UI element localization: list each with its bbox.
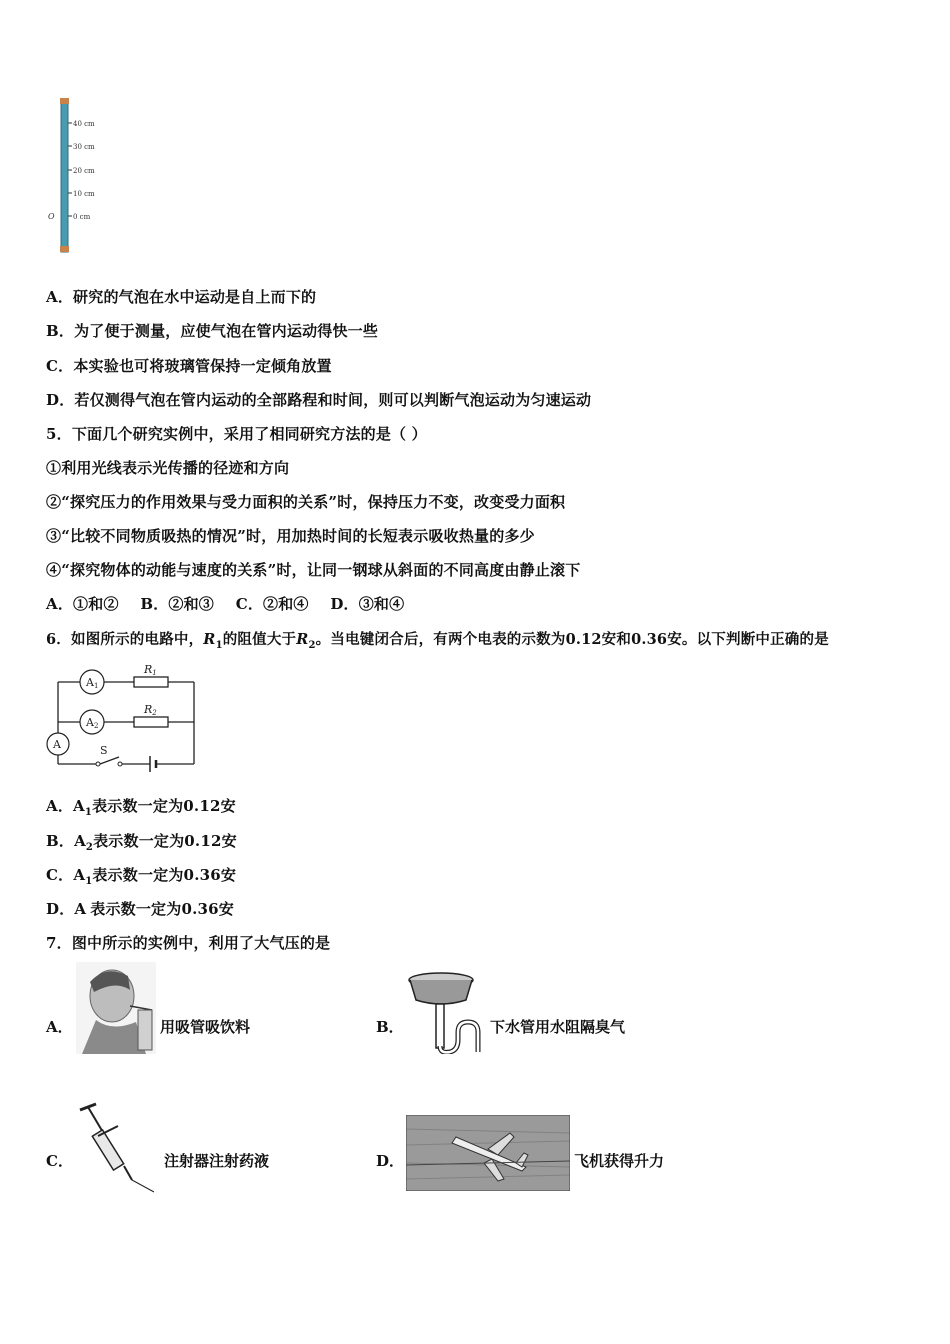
circuit-diagram: [44, 660, 204, 775]
q6-option-b-sub: 2: [85, 842, 94, 853]
syringe-figure: [74, 1100, 160, 1194]
q6-stem: [46, 628, 829, 651]
straw-drinking-drawing: [76, 962, 156, 1054]
circuit-drawing: [44, 660, 204, 775]
q6-stem-mid: 的阻值大于: [222, 631, 297, 648]
airplane-figure: [406, 1115, 570, 1191]
circuit-r2-sub: 2: [152, 709, 157, 717]
q5-item-1: ①利用光线表示光传播的径迹和方向: [46, 459, 290, 477]
circuit-a1-sub: 1: [93, 682, 99, 690]
q6-option-b-pre: B．A: [46, 832, 86, 850]
circuit-r2-label: R: [144, 703, 153, 716]
svg-text:R1: [143, 663, 157, 677]
tube-origin-label: O: [48, 212, 55, 221]
q6-option-d: [46, 898, 234, 919]
q6-r1-sub: 1: [215, 639, 223, 651]
q4-option-a: A．研究的气泡在水中运动是自上而下的: [46, 288, 317, 306]
q7-option-a-caption: 用吸管吸饮料: [160, 1018, 251, 1036]
airplane-drawing: [406, 1115, 570, 1191]
q7-option-d-caption: 飞机获得升力: [574, 1152, 665, 1170]
circuit-a2-label: A: [86, 716, 94, 729]
q6-option-c: [46, 864, 236, 887]
tube-tick-40: 40 cm: [73, 120, 95, 128]
q6-stem-prefix: 6．如图所示的电路中，: [46, 631, 204, 648]
circuit-a-label: A: [53, 738, 61, 751]
circuit-switch-label: S: [100, 744, 108, 757]
circuit-r1-sub: 1: [152, 669, 157, 677]
q6-option-c-pre: C．A: [46, 866, 86, 884]
q6-option-c-sub: 1: [85, 876, 93, 887]
q6-option-d-pre: D．A: [46, 900, 87, 918]
q6-option-a-sub: 1: [84, 807, 93, 818]
bubble-tube-figure: [44, 96, 114, 258]
tube-tick-10: 10 cm: [73, 190, 95, 198]
q5-stem: 5．下面几个研究实例中，采用了相同研究方法的是（ ）: [46, 425, 427, 443]
tube-tick-30: 30 cm: [73, 143, 95, 151]
q6-r2-symbol: R: [296, 631, 309, 648]
circuit-a2-sub: 2: [93, 722, 99, 730]
q6-option-a-post: 表示数一定为0.12安: [92, 797, 236, 815]
q5-item-3: ③“比较不同物质吸热的情况”时，用加热时间的长短表示吸收热量的多少: [46, 527, 535, 545]
straw-drinking-figure: [76, 962, 156, 1054]
r2-resistor: [134, 717, 168, 727]
syringe-drawing: [74, 1100, 160, 1194]
q7-stem: 7．图中所示的实例中，利用了大气压的是: [46, 934, 331, 952]
q7-option-b-letter: B．: [376, 1018, 404, 1036]
q7-option-b-caption: 下水管用水阻隔臭气: [490, 1018, 626, 1036]
circuit-r1-label: R: [144, 663, 153, 676]
q7-option-a-letter: A．: [46, 1018, 73, 1036]
q6-r2-sub: 2: [308, 639, 316, 651]
drain-pipe-figure: [406, 970, 486, 1054]
q4-option-c: C．本实验也可将玻璃管保持一定倾角放置: [46, 357, 332, 375]
q6-option-c-post: 表示数一定为0.36安: [92, 866, 237, 884]
drain-pipe-drawing: [406, 970, 486, 1054]
tube-tick-0: 0 cm: [73, 213, 91, 221]
q6-option-a-pre: A．A: [46, 797, 85, 815]
q4-option-b: B．为了便于测量，应使气泡在管内运动得快一些: [46, 322, 379, 340]
q6-option-d-post: 表示数一定为0.36安: [90, 900, 234, 918]
q7-option-d-letter: D．: [376, 1152, 405, 1170]
q7-option-c-letter: C．: [46, 1152, 73, 1170]
tube-tick-20: 20 cm: [73, 167, 95, 175]
bubble-tube-drawing: [44, 96, 114, 258]
q5-item-4: ④“探究物体的动能与速度的关系”时，让同一钢球从斜面的不同高度由静止滚下: [46, 561, 581, 579]
r1-resistor: [134, 677, 168, 687]
q6-option-b: [46, 830, 237, 853]
q7-option-c-caption: 注射器注射药液: [164, 1152, 270, 1170]
q5-options: A．①和② B．②和③ C．②和④ D．③和④: [46, 595, 405, 613]
circuit-a1-label: A: [86, 676, 94, 689]
q6-r1-symbol: R: [203, 631, 216, 648]
svg-text:R2: [143, 703, 157, 717]
q6-option-a: [46, 795, 236, 818]
q5-item-2: ②“探究压力的作用效果与受力面积的关系”时，保持压力不变，改变受力面积: [46, 493, 566, 511]
q4-option-d: D．若仅测得气泡在管内运动的全部路程和时间，则可以判断气泡运动为匀速运动: [46, 391, 592, 409]
q6-option-b-post: 表示数一定为0.12安: [93, 832, 237, 850]
q6-stem-suffix: 。当电键闭合后，有两个电表的示数为0.12安和0.36安。以下判断中正确的是: [315, 631, 829, 648]
